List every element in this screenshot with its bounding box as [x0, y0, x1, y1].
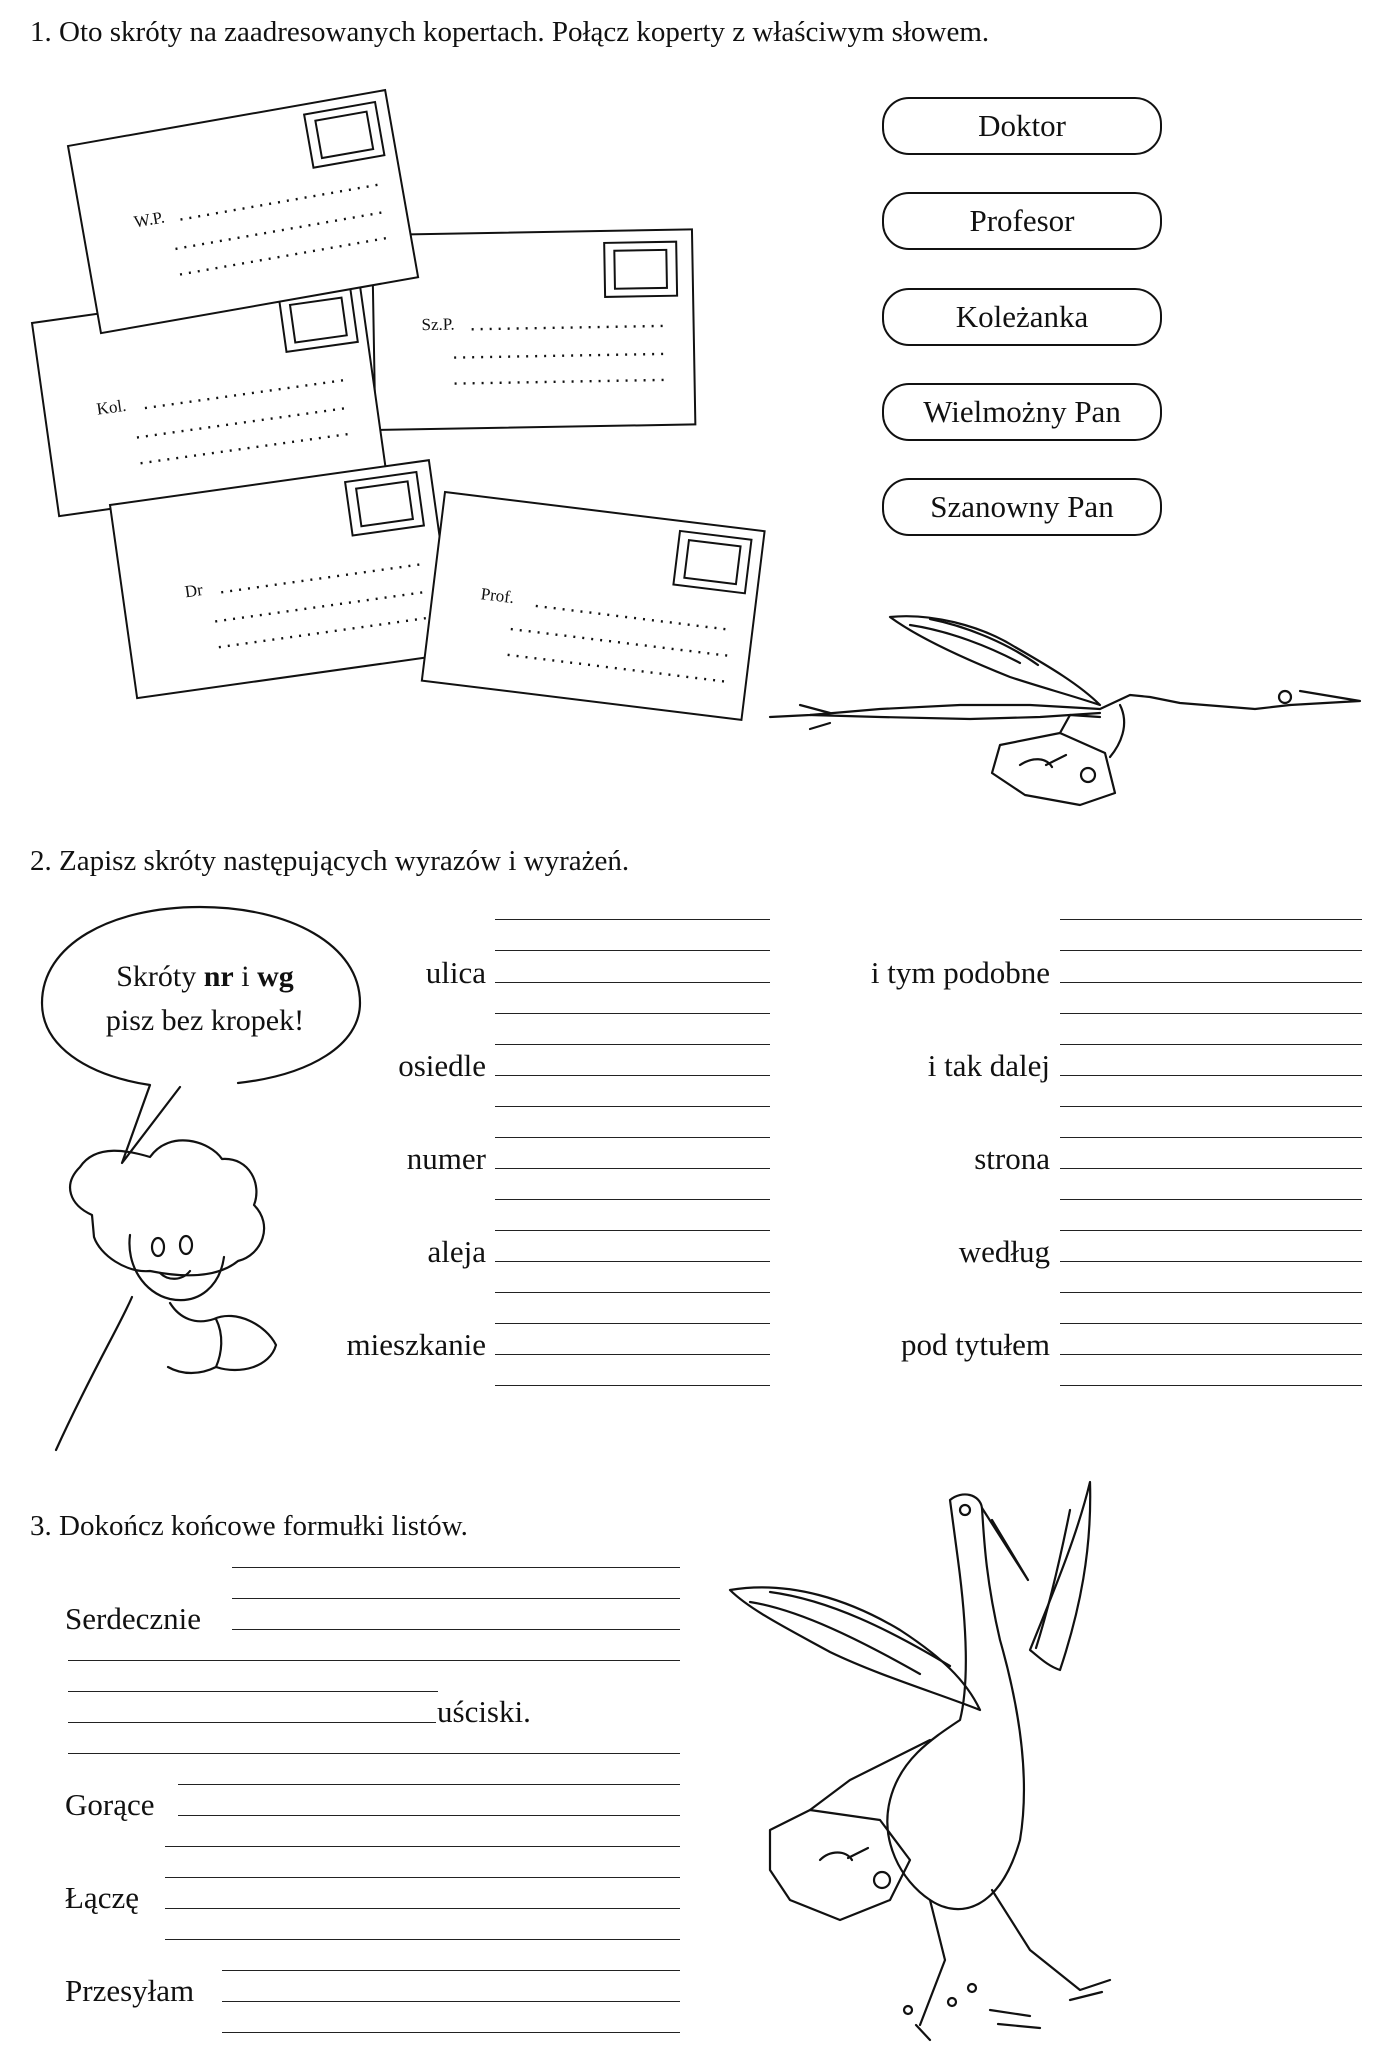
envelope-szp	[372, 229, 695, 430]
word-box-profesor[interactable]: Profesor	[882, 192, 1162, 250]
bubble-wg: wg	[257, 960, 294, 993]
phrase-usciski: uściski.	[437, 1694, 531, 1729]
envelope-label-dr: Dr	[183, 580, 204, 602]
envelope-label-wp: W.P.	[132, 207, 166, 232]
label-numer: numer	[406, 1141, 486, 1176]
child-with-speech-bubble	[40, 905, 380, 1465]
word-box-szanowny-pan[interactable]: Szanowny Pan	[882, 478, 1162, 536]
phrase-przesylam: Przesyłam	[65, 1973, 195, 2008]
envelope-wp	[68, 90, 418, 333]
task1-title: 1. Oto skróty na zaadresowanych kopertach. Połącz koperty z właściwym słowem.	[30, 16, 990, 48]
label-ulica: ulica	[425, 955, 486, 990]
bubble-text-a: Skróty	[116, 960, 204, 993]
bubble-line2: pisz bez kropek!	[105, 1004, 305, 1037]
label-aleja: aleja	[427, 1234, 486, 1269]
phrase-lacze: Łączę	[65, 1880, 139, 1915]
word-box-kolezanka[interactable]: Koleżanka	[882, 288, 1162, 346]
bubble-text-c: i	[233, 960, 258, 993]
envelope-label-szp: Sz.P.	[421, 314, 455, 335]
label-i-tym-podobne: i tym podobne	[870, 955, 1050, 990]
phrase-gorace: Gorące	[65, 1787, 155, 1822]
envelope-label-prof: Prof.	[479, 584, 516, 608]
label-mieszkanie: mieszkanie	[346, 1327, 486, 1362]
bubble-nr: nr	[203, 960, 234, 993]
word-box-doktor[interactable]: Doktor	[882, 97, 1162, 155]
word-box-wielmozny-pan[interactable]: Wielmożny Pan	[882, 383, 1162, 441]
label-osiedle: osiedle	[398, 1048, 486, 1083]
label-strona: strona	[974, 1141, 1050, 1176]
task3-title: 3. Dokończ końcowe formułki listów.	[30, 1510, 468, 1542]
landing-stork-illustration	[730, 1480, 1250, 2040]
label-pod-tytulem: pod tytułem	[901, 1327, 1050, 1362]
phrase-serdecznie: Serdecznie	[65, 1601, 201, 1636]
label-wedlug: według	[958, 1234, 1050, 1269]
flying-stork-illustration	[770, 605, 1370, 865]
label-i-tak-dalej: i tak dalej	[927, 1048, 1050, 1083]
envelope-prof	[422, 492, 765, 720]
envelope-label-kol: Kol.	[95, 395, 128, 419]
task2-title: 2. Zapisz skróty następujących wyrazów i wyrażeń.	[30, 845, 630, 877]
